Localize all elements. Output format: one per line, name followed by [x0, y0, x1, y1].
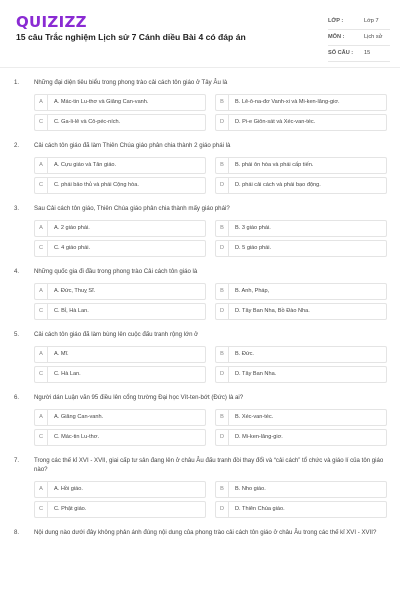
option-text: D. 5 giáo phái.	[235, 245, 272, 251]
answer-option[interactable]	[215, 303, 387, 320]
answer-option[interactable]	[215, 409, 387, 426]
answer-option[interactable]	[215, 114, 387, 131]
option-letter: D	[216, 241, 229, 256]
meta-row-subject	[328, 30, 390, 46]
option-letter: C	[35, 367, 48, 382]
question-text: Sau Cải cách tôn giáo, Thiên Chúa giáo phân chia thành mấy giáo phái?	[34, 205, 230, 212]
quizizz-logo: QUIZIZZ	[16, 13, 87, 31]
question	[0, 141, 400, 195]
question	[0, 330, 400, 384]
option-letter: B	[216, 158, 229, 173]
option-letter: D	[216, 502, 229, 517]
option-text: A. Giăng Can-vanh.	[54, 414, 104, 420]
option-letter: A	[35, 158, 48, 173]
option-text: C. Ga-li-lê và Cô-péc-ních.	[54, 119, 121, 125]
answer-option[interactable]	[34, 157, 206, 174]
question-number: 1.	[14, 79, 20, 86]
option-text: D. Pi-e Giôn-sát và Xéc-van-téc.	[235, 119, 316, 125]
option-letter: D	[216, 430, 229, 445]
option-text: B. Nho giáo.	[235, 486, 266, 492]
answer-option[interactable]	[34, 220, 206, 237]
question-number: 3.	[14, 205, 20, 212]
question-text: Nội dung nào dưới đây không phản ánh đúng nội dung của phong trào cải cách tôn giáo ở châu Âu trong các thế kỉ XVI - XVII?	[34, 529, 377, 536]
option-text: A. Cựu giáo và Tân giáo.	[54, 162, 117, 168]
answer-options	[34, 92, 396, 132]
option-letter: C	[35, 178, 48, 193]
answer-option[interactable]	[34, 366, 206, 383]
question-number: 2.	[14, 142, 20, 149]
question	[0, 78, 400, 132]
option-text: A. Mác-tin Lu-thơ và Giăng Can-vanh.	[54, 99, 149, 105]
answer-options	[34, 479, 396, 519]
option-letter: D	[216, 367, 229, 382]
option-letter: A	[35, 347, 48, 362]
option-letter: B	[216, 284, 229, 299]
option-letter: A	[35, 410, 48, 425]
question	[0, 528, 400, 537]
answer-option[interactable]	[215, 177, 387, 194]
option-text: D. phái cải cách và phái bạo động.	[235, 182, 321, 188]
answer-option[interactable]	[34, 429, 206, 446]
question-text: Những đại diện tiêu biểu trong phong trào cải cách tôn giáo ở Tây Âu là	[34, 79, 228, 86]
option-text: A. Mĩ.	[54, 351, 69, 357]
option-letter: B	[216, 482, 229, 497]
question	[0, 393, 400, 447]
option-text: D. Mi-ken-lăng-giơ.	[235, 434, 283, 440]
option-letter: D	[216, 178, 229, 193]
worksheet-header	[0, 0, 400, 62]
option-text: C. phái bảo thủ và phái Cộng hòa.	[54, 182, 139, 188]
option-text: B. 3 giáo phái.	[235, 225, 271, 231]
answer-option[interactable]	[215, 346, 387, 363]
option-text: A. Đức, Thuỵ Sĩ.	[54, 288, 96, 294]
question-number: 8.	[14, 529, 20, 536]
option-letter: D	[216, 304, 229, 319]
question-number: 4.	[14, 268, 20, 275]
question	[0, 267, 400, 321]
question-text: Cải cách tôn giáo đã làm Thiên Chúa giáo phân chia thành 2 giáo phái là	[34, 142, 231, 149]
question-text: Người dán Luận văn 95 điều lên cổng trường Đại học Vít-ten-bớt (Đức) là ai?	[34, 394, 244, 401]
option-text: C. Phật giáo.	[54, 506, 87, 512]
answer-option[interactable]	[34, 409, 206, 426]
option-letter: A	[35, 221, 48, 236]
option-text: C. Mác-tin Lu-thơ.	[54, 434, 100, 440]
answer-options	[34, 281, 396, 321]
meta-value: Lớp 7	[364, 18, 379, 24]
answer-option[interactable]	[34, 177, 206, 194]
option-letter: D	[216, 115, 229, 130]
option-letter: A	[35, 482, 48, 497]
header-divider	[0, 67, 400, 68]
option-text: B. Đức.	[235, 351, 254, 357]
option-text: C. 4 giáo phái.	[54, 245, 91, 251]
meta-value: 15	[364, 50, 371, 56]
option-text: D. Tây Ban Nha, Bồ Đào Nha.	[235, 308, 310, 314]
answer-option[interactable]	[34, 303, 206, 320]
option-text: C. Hà Lan.	[54, 371, 81, 377]
answer-option[interactable]	[34, 481, 206, 498]
option-text: C. Bỉ, Hà Lan.	[54, 308, 89, 314]
meta-info	[328, 14, 390, 62]
answer-option[interactable]	[215, 481, 387, 498]
question-text: Những quốc gia đi đầu trong phong trào Cải cách tôn giáo là	[34, 268, 198, 275]
option-text: B. Xéc-van-téc.	[235, 414, 274, 420]
option-letter: A	[35, 284, 48, 299]
option-letter: C	[35, 115, 48, 130]
option-letter: B	[216, 410, 229, 425]
answer-option[interactable]	[34, 283, 206, 300]
option-letter: C	[35, 241, 48, 256]
option-text: B. Anh, Pháp,	[235, 288, 270, 294]
answer-option[interactable]	[215, 157, 387, 174]
option-letter: A	[35, 95, 48, 110]
question-text: Trong các thế kỉ XVI - XVII, giai cấp tư sản đang lên ở châu Âu đấu tranh đòi thay đổi và “cải cách” tổ chức và giáo lí của tôn giáo nào?	[34, 457, 384, 473]
option-letter: B	[216, 347, 229, 362]
option-text: A. 2 giáo phái.	[54, 225, 90, 231]
option-letter: C	[35, 304, 48, 319]
answer-options	[34, 155, 396, 195]
question	[0, 456, 400, 519]
answer-options	[34, 407, 396, 447]
answer-option[interactable]	[215, 240, 387, 257]
answer-option[interactable]	[34, 94, 206, 111]
question-number: 6.	[14, 394, 20, 401]
meta-row-count	[328, 46, 390, 62]
question-text: Cải cách tôn giáo đã làm bùng lên cuộc đấu tranh rộng lớn ở	[34, 331, 199, 338]
answer-option[interactable]	[34, 501, 206, 518]
answer-option[interactable]	[215, 366, 387, 383]
answer-option[interactable]	[215, 283, 387, 300]
question-number: 7.	[14, 457, 20, 464]
meta-label: LỚP :	[328, 18, 344, 24]
question-list	[0, 78, 400, 546]
option-letter: B	[216, 221, 229, 236]
question	[0, 204, 400, 258]
option-text: D. Thiên Chúa giáo.	[235, 506, 285, 512]
option-text: B. phái ôn hòa và phái cấp tiến.	[235, 162, 314, 168]
answer-option[interactable]	[215, 429, 387, 446]
page-title: 15 câu Trắc nghiệm Lịch sử 7 Cánh diều Bài 4 có đáp án	[16, 32, 246, 42]
answer-option[interactable]	[34, 114, 206, 131]
meta-row-grade	[328, 14, 390, 30]
option-text: A. Hồi giáo.	[54, 486, 83, 492]
answer-option[interactable]	[215, 501, 387, 518]
option-letter: B	[216, 95, 229, 110]
option-text: D. Tây Ban Nha.	[235, 371, 277, 377]
option-text: B. Lê-ô-na-đơ Vanh-xi và Mi-ken-lăng-giơ.	[235, 99, 340, 105]
answer-option[interactable]	[34, 346, 206, 363]
meta-label: SỐ CÂU :	[328, 50, 354, 56]
option-letter: C	[35, 502, 48, 517]
option-letter: C	[35, 430, 48, 445]
answer-options	[34, 218, 396, 258]
meta-label: MÔN :	[328, 34, 345, 40]
answer-option[interactable]	[34, 240, 206, 257]
answer-option[interactable]	[215, 94, 387, 111]
answer-options	[34, 344, 396, 384]
question-number: 5.	[14, 331, 20, 338]
meta-value: Lịch sử	[364, 34, 383, 40]
answer-option[interactable]	[215, 220, 387, 237]
